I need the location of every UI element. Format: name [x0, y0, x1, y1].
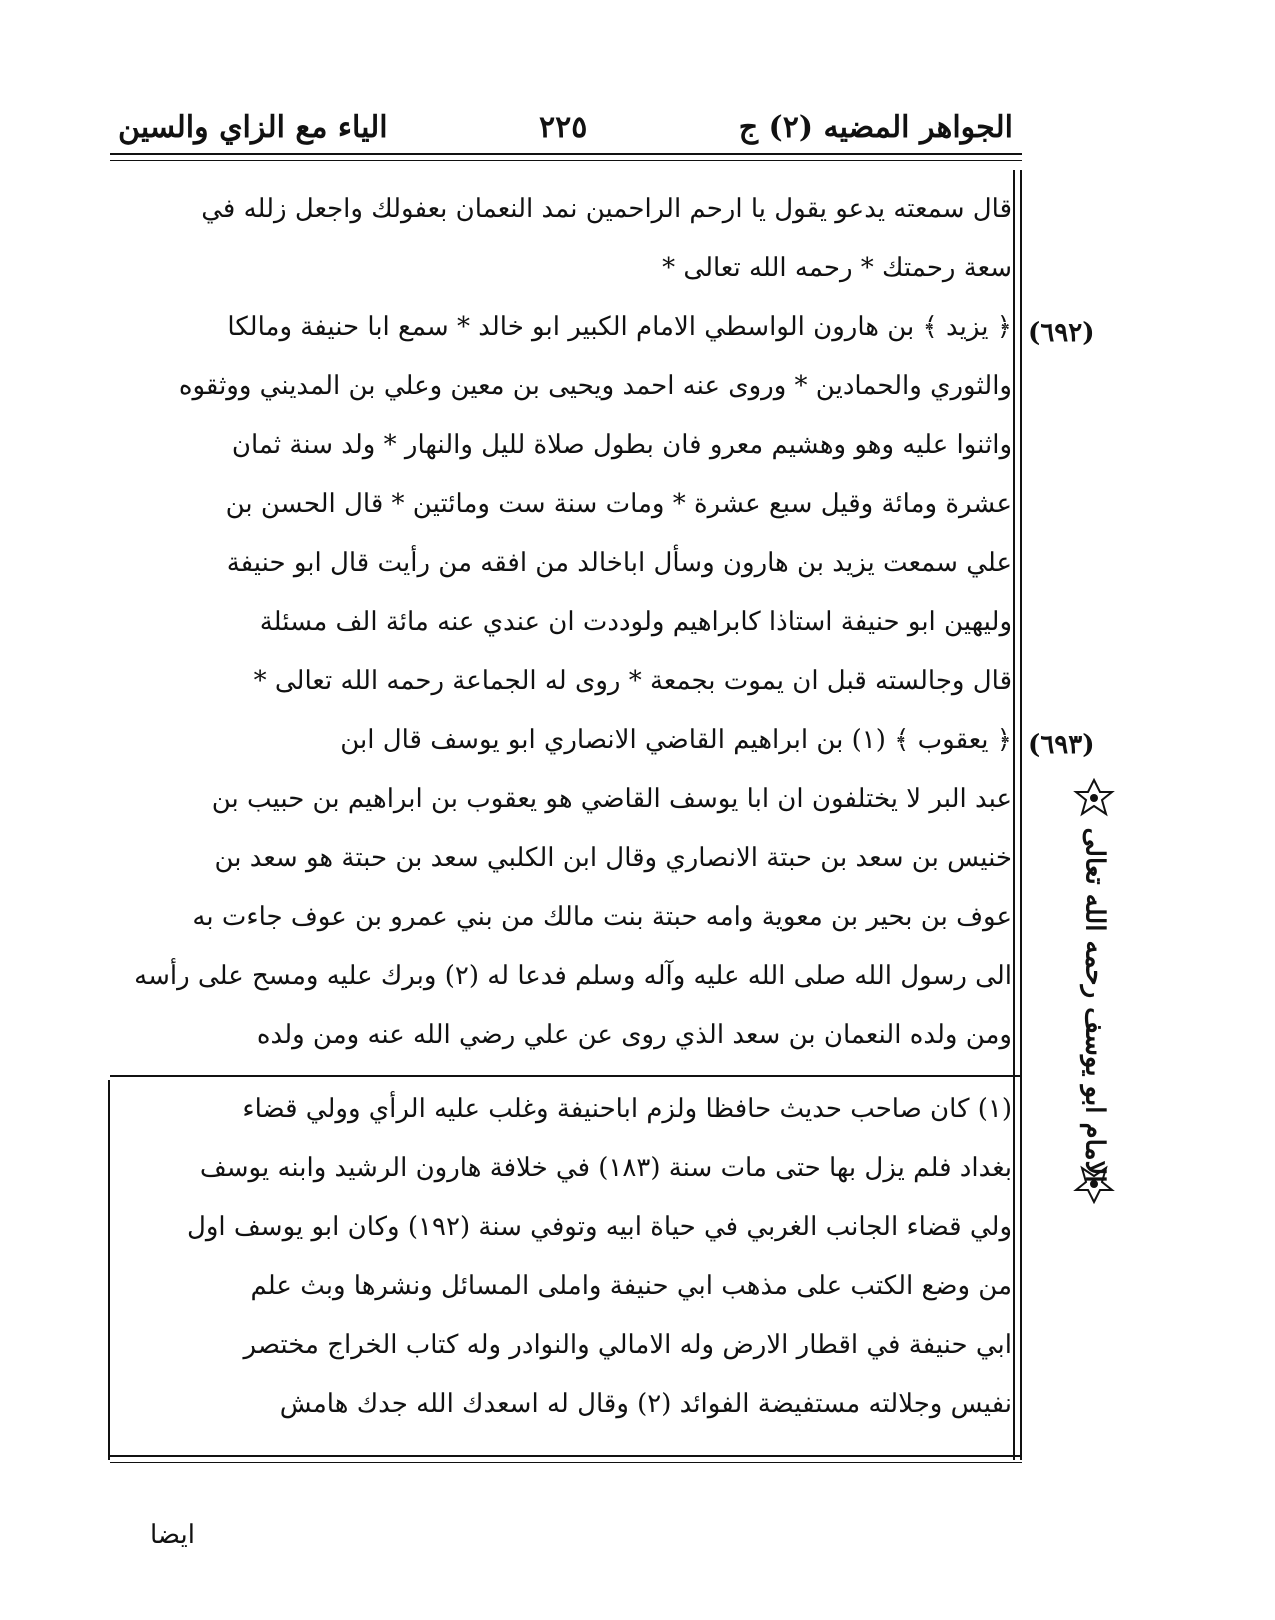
main-text-line: ومن ولده النعمان بن سعد الذي روى عن علي رضي الله عنه ومن ولده — [256, 1020, 1012, 1050]
catchword: ايضا — [150, 1520, 195, 1550]
footnote-line: من وضع الكتب على مذهب ابي حنيفة واملى المسائل ونشرها وبث علم — [250, 1271, 1012, 1301]
main-text-line: علي سمعت يزيد بن هارون وسأل اباخالد من افقه من رأيت قال ابو حنيفة — [226, 548, 1012, 578]
header-rule — [110, 153, 1022, 155]
main-text-line: خنيس بن سعد بن حبتة الانصاري وقال ابن الكلبي سعد بن حبتة هو سعد بن — [214, 843, 1012, 873]
side-title — [1060, 820, 1130, 1190]
right-frame-rule-outer — [1020, 170, 1022, 1460]
main-text-line: عبد البر لا يختلفون ان ابا يوسف القاضي هو يعقوب بن ابراهيم بن حبيب بن — [211, 784, 1012, 814]
entry-number-692: (٦٩٢) — [1028, 318, 1095, 348]
main-text-line: وليهين ابو حنيفة استاذا كابراهيم ولوددت ان عندي عنه مائة الف مسئلة — [259, 607, 1012, 637]
footnote-rule — [110, 1075, 1022, 1077]
page-number: ٢٢٥ — [539, 109, 588, 145]
main-text-line: ﴿ يعقوب ﴾ (١) بن ابراهيم القاضي الانصاري ابو يوسف قال ابن — [340, 725, 1012, 755]
bottom-rule-thin — [110, 1462, 1022, 1463]
footnote-line: ولي قضاء الجانب الغربي في حياة ابيه وتوفي سنة (١٩٢) وكان ابو يوسف اول — [186, 1212, 1012, 1242]
header-section-title: الياء مع الزاي والسين — [118, 109, 388, 145]
right-frame-rule-inner — [1013, 170, 1015, 1460]
footnote-line: بغداد فلم يزل بها حتى مات سنة (١٨٣) في خلافة هارون الرشيد وابنه يوسف — [199, 1153, 1012, 1183]
main-text-line: واثنوا عليه وهو وهشيم معرو فان بطول صلاة لليل والنهار * ولد سنة ثمان — [231, 430, 1012, 460]
header-chapter-title: الجواهر المضيه (٢) ج — [738, 109, 1013, 145]
bottom-rule — [110, 1455, 1022, 1457]
ornament-top-icon — [1072, 778, 1116, 822]
main-text-line: قال وجالسته قبل ان يموت بجمعة * روى له الجماعة رحمه الله تعالى * — [253, 666, 1012, 696]
main-text-line: عشرة ومائة وقيل سبع عشرة * ومات سنة ست ومائتين * قال الحسن بن — [225, 489, 1012, 519]
main-text-line: الى رسول الله صلى الله عليه وآله وسلم فدعا له (٢) وبرك عليه ومسح على رأسه — [134, 961, 1012, 991]
main-text — [112, 180, 1012, 1065]
main-text-line: عوف بن بحير بن معوية وامه حبتة بنت مالك من بني عمرو بن عوف جاءت به — [192, 902, 1012, 932]
footnotes — [112, 1080, 1012, 1434]
entry-number-693: (٦٩٣) — [1028, 730, 1095, 760]
side-title-text: الامام ابو يوسف رحمه الله تعالى — [1080, 827, 1111, 1183]
main-text-line: ﴿ يزيد ﴾ بن هارون الواسطي الامام الكبير ابو خالد * سمع ابا حنيفة ومالكا — [227, 312, 1012, 342]
footnote-line: ابي حنيفة في اقطار الارض وله الامالي والنوادر وله كتاب الخراج مختصر — [243, 1330, 1012, 1360]
main-text-line: قال سمعته يدعو يقول يا ارحم الراحمين نمد النعمان بعفولك واجعل زلله في — [201, 194, 1012, 224]
footnote-line: نفيس وجلالته مستفيضة الفوائد (٢) وقال له اسعدك الله جدك هامش — [279, 1389, 1012, 1419]
running-header — [118, 92, 1013, 162]
left-frame-rule — [108, 1080, 110, 1460]
main-text-line: والثوري والحمادين * وروى عنه احمد ويحيى بن معين وعلي بن المديني ووثقوه — [178, 371, 1012, 401]
footnote-line: (١) كان صاحب حديث حافظا ولزم اباحنيفة وغلب عليه الرأي وولي قضاء — [242, 1094, 1012, 1124]
header-rule-thin — [110, 160, 1022, 161]
main-text-line: سعة رحمتك * رحمه الله تعالى * — [662, 253, 1012, 283]
